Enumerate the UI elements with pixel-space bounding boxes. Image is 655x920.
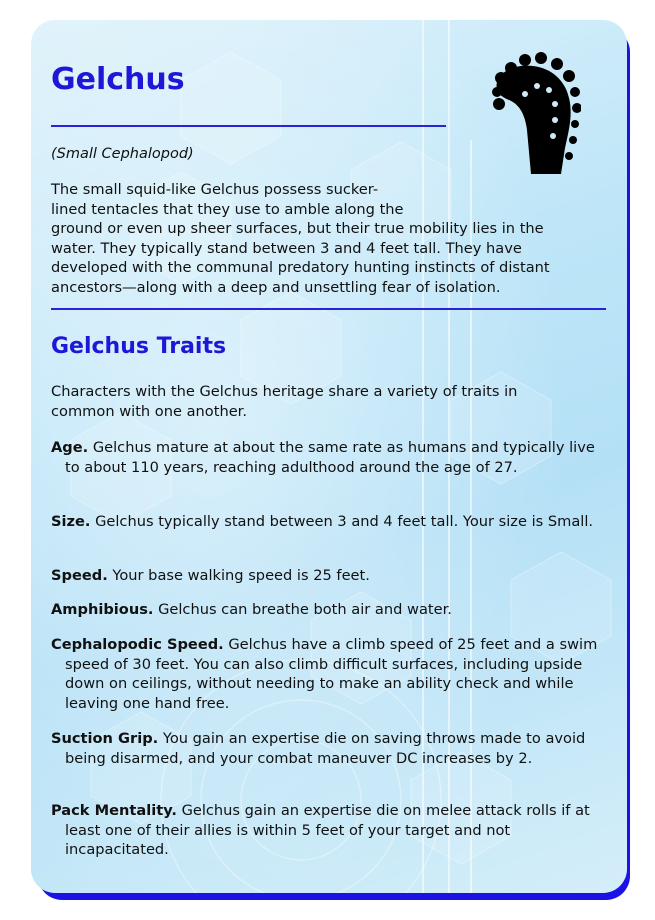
trait-text: Gelchus can breathe both air and water.	[158, 601, 452, 618]
trait-name: Suction Grip.	[51, 730, 159, 747]
intro-line: developed with the communal predatory hunting instincts of distant	[51, 259, 550, 277]
heritage-card	[31, 20, 627, 893]
trait-name: Speed.	[51, 567, 108, 584]
tentacle-icon	[489, 52, 581, 174]
trait-text: Gelchus typically stand between 3 and 4 feet tall. Your size is Small.	[95, 513, 594, 530]
section-divider	[51, 308, 606, 310]
intro-line: ancestors—along with a deep and unsettling fear of isolation.	[51, 278, 501, 296]
trait-cephalopodic-speed	[51, 635, 605, 713]
trait-size	[51, 512, 605, 532]
intro-paragraph	[51, 180, 611, 298]
creature-type: (Small Cephalopod)	[51, 146, 194, 162]
intro-line: lined tentacles that they use to amble along the	[51, 200, 404, 218]
trait-name: Amphibious.	[51, 601, 154, 618]
intro-line: ground or even up sheer surfaces, but their true mobility lies in the	[51, 220, 544, 238]
intro-line: The small squid-like Gelchus possess sucker-	[51, 181, 379, 198]
trait-amphibious	[51, 600, 605, 620]
trait-pack-mentality	[51, 801, 605, 860]
trait-name: Age.	[51, 439, 89, 456]
trait-text: Gelchus have a climb speed of 25 feet and a swim speed of 30 feet. You can also climb difficult surfaces, including upside down on ceilings, without needing to make an ability check and while leaving one hand free.	[65, 636, 598, 712]
trait-name: Pack Mentality.	[51, 802, 177, 819]
page-title: Gelchus	[51, 62, 185, 97]
trait-text: Gelchus gain an expertise die on melee attack rolls if at least one of their allies is within 5 feet of your target and not incapacitated.	[65, 802, 590, 858]
traits-heading: Gelchus Traits	[51, 334, 227, 359]
intro-line: water. They typically stand between 3 and 4 feet tall. They have	[51, 239, 522, 257]
trait-suction-grip	[51, 729, 605, 768]
trait-text: You gain an expertise die on saving throws made to avoid being disarmed, and your combat maneuver DC increases by 2.	[65, 730, 586, 767]
traits-intro: Characters with the Gelchus heritage share a variety of traits in common with one another.	[51, 383, 518, 420]
trait-text: Gelchus mature at about the same rate as humans and typically live to about 110 years, reaching adulthood around the age of 27.	[65, 439, 595, 476]
trait-name: Size.	[51, 513, 91, 530]
trait-speed	[51, 566, 605, 586]
trait-name: Cephalopodic Speed.	[51, 636, 224, 653]
trait-age	[51, 438, 605, 477]
trait-text: Your base walking speed is 25 feet.	[112, 567, 370, 584]
title-divider	[51, 125, 446, 127]
